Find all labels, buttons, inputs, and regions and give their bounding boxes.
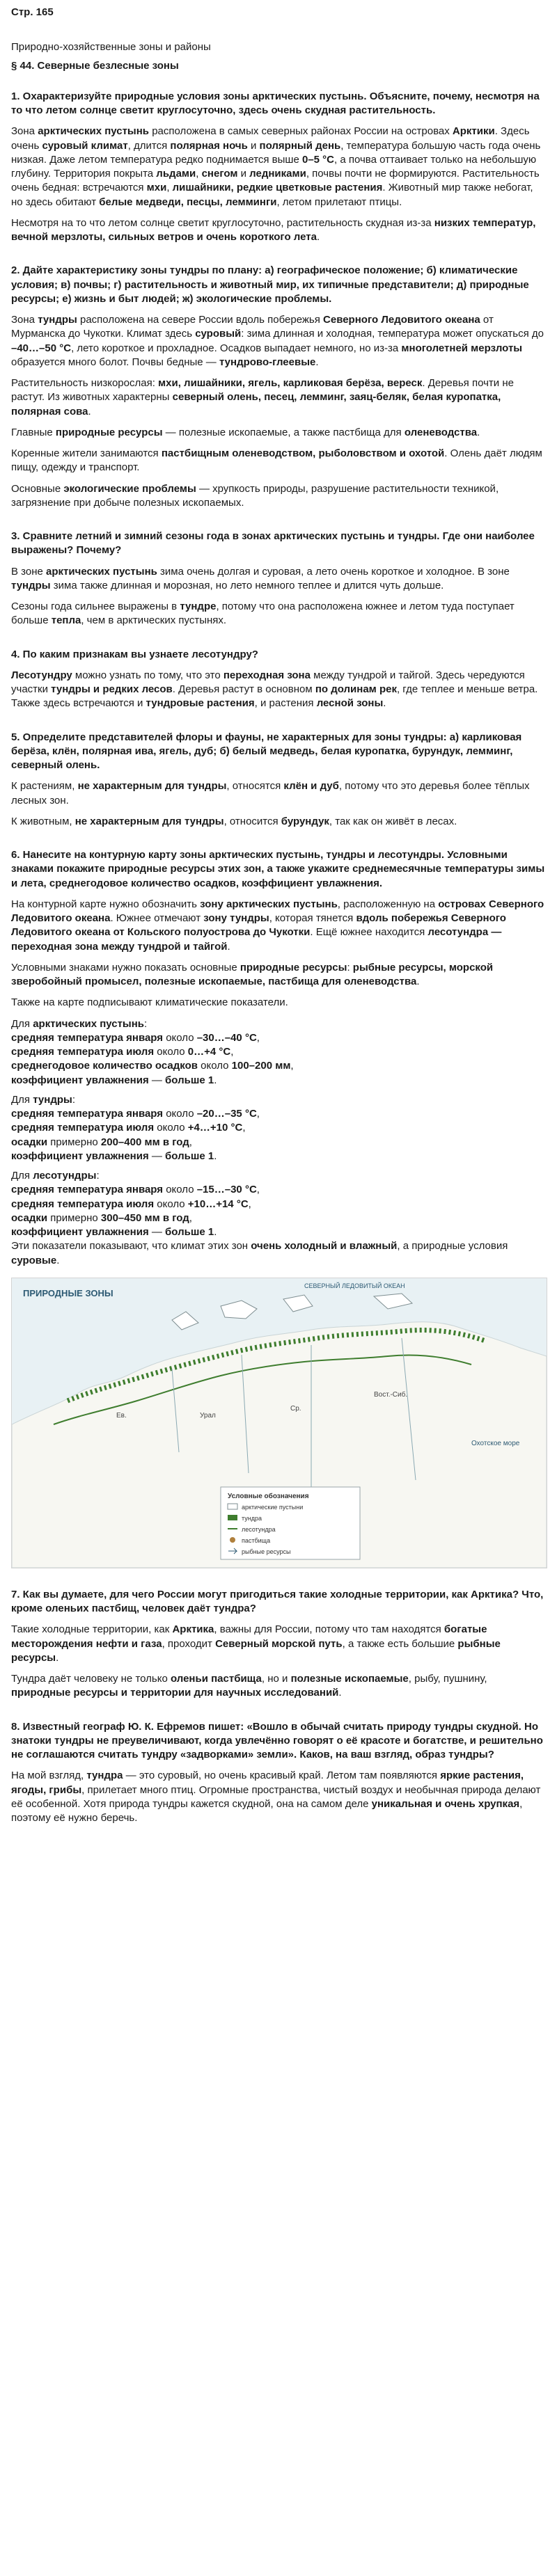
bold-fragment: среднегодовое количество осадков xyxy=(11,1060,198,1072)
text-fragment: 4. По каким признакам вы узнаете лесотундру? xyxy=(11,648,258,660)
text-fragment: 6. Нанесите на контурную карту зоны арктических пустынь, тундры и лесотундры. Условными знаками покажите природные ресурсы этих зон, а также укажите среднемесячные температуры зимы и лета, среднегодовое количество осадков, коэффициент увлажнения. xyxy=(11,849,545,889)
bold-fragment: полярный день xyxy=(259,139,341,152)
question-text xyxy=(11,1720,546,1763)
legend-swatch-pasture xyxy=(230,1537,235,1543)
bold-fragment: тундры xyxy=(38,314,77,326)
text-fragment: примерно xyxy=(47,1211,101,1224)
text-fragment: : зима длинная и холодная, температура может опускаться до xyxy=(241,328,544,340)
text-fragment: , температура большую часть года очень низкая. Даже летом температура редко поднимается выше xyxy=(11,139,541,166)
answer-paragraph xyxy=(11,1672,546,1701)
text-fragment: . Здесь очень xyxy=(11,125,530,152)
bold-fragment: тепла xyxy=(51,614,81,627)
text-fragment: 8. Известный географ Ю. К. Ефремов пишет: «Вошло в обычай считать природу тундры скудной. Но знатоки тундры не преувеличивают, когда увлечённо говорят о её красоте и богатстве, и решительно не соглашаются считать тундру «задворками» земли». Каков, на ваш взгляд, образ тундры? xyxy=(11,1720,543,1760)
text-fragment: 5. Определите представителей флоры и фауны, не характерных для зоны тундры: а) карликовая берёза, клён, полярная ива, ягель, дуб; б) белый медведь, белая куропатка, бурундук, лемминг, северный олень. xyxy=(11,731,522,771)
text-fragment: 3. Сравните летний и зимний сезоны года в зонах арктических пустынь и тундры. Где они наиболее выражены? Почему? xyxy=(11,530,535,557)
bold-fragment: +10…+14 °С xyxy=(187,1198,249,1210)
bold-fragment: суровые xyxy=(11,1254,57,1266)
text-fragment: : xyxy=(96,1170,100,1182)
answer-paragraph xyxy=(11,482,546,511)
bold-fragment: бурундук xyxy=(281,815,329,827)
data-line xyxy=(11,1031,546,1045)
text-fragment: . xyxy=(56,1651,59,1664)
question-text xyxy=(11,264,546,306)
answer-paragraph xyxy=(11,1769,546,1825)
text-fragment: примерно xyxy=(47,1136,101,1148)
text-fragment: , и растения xyxy=(254,697,317,710)
text-fragment: , расположенную на xyxy=(337,898,439,910)
text-fragment: зима очень долгая и суровая, а лето очень короткое и холодное. В зоне xyxy=(157,565,510,578)
text-fragment: : xyxy=(72,1093,75,1106)
answer-paragraph xyxy=(11,779,546,808)
bold-fragment: 0–5 °С xyxy=(301,153,335,166)
answer-paragraph xyxy=(11,669,546,711)
text-fragment: . xyxy=(214,1074,217,1086)
data-line xyxy=(11,1136,546,1150)
map-region-label-2: Ср. xyxy=(290,1404,301,1413)
data-line xyxy=(11,1045,546,1059)
bold-fragment: арктических пустынь xyxy=(33,1017,145,1030)
text-fragment: Зона xyxy=(11,314,38,326)
text-fragment: около xyxy=(163,1184,197,1196)
text-fragment: . xyxy=(338,1687,342,1699)
bold-fragment: тундре xyxy=(180,601,217,612)
bold-fragment: 200–400 мм в год xyxy=(100,1136,189,1148)
text-fragment: На контурной карте нужно обозначить xyxy=(11,898,201,910)
text-fragment: , где теплее и меньше ветра. Также здесь встречаются и xyxy=(11,683,538,710)
text-fragment: , летом прилетают птицы. xyxy=(276,196,402,208)
answer-paragraph xyxy=(11,125,546,209)
bold-fragment: полезные ископаемые xyxy=(290,1673,409,1685)
answer-paragraph xyxy=(11,815,546,829)
text-fragment: 7. Как вы думаете, для чего России могут пригодиться такие холодные территории, как Арктика? Что, кроме оленьих пастбищ, человек даёт тундра? xyxy=(11,1588,544,1614)
bold-fragment: зону арктических пустынь xyxy=(200,898,338,910)
text-fragment: . xyxy=(56,1254,60,1266)
bold-fragment: средняя температура июля xyxy=(11,1198,155,1210)
answer-paragraph xyxy=(11,600,546,628)
text-fragment: К растениям, xyxy=(11,780,78,793)
bold-fragment: лесной зоны xyxy=(316,697,384,710)
text-fragment: — это суровый, но очень красивый край. Летом там появляются xyxy=(123,1770,441,1782)
bold-fragment: –15…–30 °С xyxy=(196,1184,257,1196)
bold-fragment: –40…–50 °С xyxy=(11,342,72,354)
text-fragment: . xyxy=(214,1150,217,1162)
text-fragment: около xyxy=(163,1108,197,1120)
text-fragment: В зоне xyxy=(11,565,47,578)
answer-paragraph xyxy=(11,313,546,369)
bold-fragment: северный олень, песец, лемминг, заяц-беляк, белая куропатка, полярная сова xyxy=(11,391,501,418)
bold-fragment: больше 1 xyxy=(165,1226,214,1238)
bold-fragment: суровый xyxy=(195,328,242,340)
bold-fragment: тундры xyxy=(11,579,51,591)
text-fragment: , а природные условия xyxy=(397,1240,508,1253)
bold-fragment: коэффициент увлажнения xyxy=(11,1226,149,1238)
text-fragment: К животным, xyxy=(11,815,75,827)
bold-fragment: многолетней мерзлоты xyxy=(401,342,523,354)
text-fragment: можно узнать по тому, что это xyxy=(72,669,223,681)
data-line xyxy=(11,1198,546,1211)
bold-fragment: богатые месторождения нефти и газа xyxy=(11,1623,487,1650)
data-line xyxy=(11,1225,546,1239)
bold-fragment: тундры и редких лесов xyxy=(51,683,173,695)
map-legend-title: Условные обозначения xyxy=(228,1492,309,1500)
text-fragment: , которая тянется xyxy=(269,912,356,924)
question-text xyxy=(11,90,546,118)
paragraph-heading: § 44. Северные безлесные зоны xyxy=(11,59,179,72)
bold-fragment: Северного Ледовитого океана xyxy=(323,314,480,326)
bold-fragment: зону тундры xyxy=(203,912,269,924)
text-fragment: , поэтому её нужно беречь. xyxy=(11,1797,523,1824)
text-fragment: Растительность низкорослая: xyxy=(11,377,159,389)
text-fragment: , длится xyxy=(127,139,171,152)
text-fragment: . Южнее отмечают xyxy=(110,912,204,924)
text-fragment: около xyxy=(197,1060,232,1072)
map-svg xyxy=(12,1278,547,1568)
text-fragment: , xyxy=(189,1136,192,1148)
bold-fragment: природные ресурсы и территории для научных исследований xyxy=(11,1687,339,1699)
answer-paragraph xyxy=(11,216,546,245)
map-region-label-0: Ев. xyxy=(116,1411,127,1420)
bold-fragment: природные ресурсы xyxy=(55,426,163,438)
data-line xyxy=(11,1211,546,1225)
map-region-label-3: Вост.-Сиб. xyxy=(374,1390,408,1399)
text-fragment: , xyxy=(166,182,173,194)
spacer xyxy=(11,1088,546,1093)
bold-fragment: 300–450 мм в год xyxy=(100,1211,189,1224)
bold-fragment: не характерным для тундры xyxy=(77,780,227,793)
text-fragment: от Мурманска до Чукотки. Климат здесь xyxy=(11,314,494,340)
text-fragment: около xyxy=(154,1046,188,1058)
bold-fragment: коэффициент увлажнения xyxy=(11,1150,149,1162)
bold-fragment: очень холодный и влажный xyxy=(251,1240,398,1253)
text-fragment: между тундрой и тайгой. Здесь чередуются участки xyxy=(11,669,525,695)
text-fragment: Для xyxy=(11,1093,33,1106)
question-text xyxy=(11,1588,546,1616)
legend-item-4: рыбные ресурсы xyxy=(242,1548,291,1555)
bold-fragment: полярная ночь xyxy=(170,139,248,152)
text-fragment: Коренные жители занимаются xyxy=(11,447,162,459)
bold-fragment: средняя температура января xyxy=(11,1184,164,1196)
answer-paragraph xyxy=(11,1239,546,1268)
text-fragment: , важны для России, потому что там находятся xyxy=(214,1623,444,1636)
bold-fragment: природные ресурсы xyxy=(240,961,347,973)
data-line xyxy=(11,1059,546,1073)
legend-swatch-arctic xyxy=(228,1504,237,1509)
text-fragment: . xyxy=(416,976,420,987)
data-line xyxy=(11,1093,546,1107)
bold-fragment: больше 1 xyxy=(165,1074,214,1086)
text-fragment: Условными знаками нужно показать основные xyxy=(11,961,240,973)
text-fragment: Эти показатели показывают, что климат этих зон xyxy=(11,1240,251,1253)
bold-fragment: средняя температура июля xyxy=(11,1122,155,1134)
text-fragment: , xyxy=(248,1198,251,1210)
text-fragment: . xyxy=(214,1226,217,1238)
bold-fragment: мхи xyxy=(146,182,167,194)
bold-fragment: оленеводства xyxy=(404,426,478,438)
data-line xyxy=(11,1169,546,1183)
bold-fragment: тундра xyxy=(86,1770,123,1782)
text-fragment: Основные xyxy=(11,482,64,495)
bold-fragment: вдоль побережья Северного Ледовитого океана от Кольского полуострова до Чукотки xyxy=(11,912,506,939)
bold-fragment: белые медведи, песцы, лемминги xyxy=(99,196,277,208)
text-fragment: 1. Охарактеризуйте природные условия зоны арктических пустынь. Объясните, почему, несмотря на то что летом солнце светит круглосуточно, здесь очень скудная растительность. xyxy=(11,90,540,116)
bold-fragment: 100–200 мм xyxy=(231,1060,291,1072)
text-fragment: Для xyxy=(11,1170,33,1182)
bold-fragment: осадки xyxy=(11,1211,48,1224)
text-fragment: , xyxy=(189,1211,192,1224)
bold-fragment: островах Северного Ледовитого океана xyxy=(11,898,544,924)
question-text xyxy=(11,848,546,891)
text-fragment: , так как он живёт в лесах. xyxy=(329,815,457,827)
text-fragment: , лето короткое и прохладное. Осадков выпадает немного, но из-за xyxy=(71,342,402,354)
data-line xyxy=(11,1017,546,1031)
text-fragment: . xyxy=(477,426,480,438)
legend-swatch-tundra xyxy=(228,1515,237,1520)
text-fragment: около xyxy=(154,1198,188,1210)
data-line xyxy=(11,1183,546,1197)
text-fragment: , xyxy=(256,1108,260,1120)
text-fragment: , относятся xyxy=(226,780,284,793)
bold-fragment: средняя температура июля xyxy=(11,1046,155,1058)
text-fragment: , потому что это деревья более тёплых лесных зон. xyxy=(11,780,530,806)
text-fragment: , xyxy=(196,168,202,180)
text-fragment: Такие холодные территории, как xyxy=(11,1623,173,1636)
bold-fragment: экологические проблемы xyxy=(63,482,196,495)
text-fragment: 2. Дайте характеристику зоны тундры по плану: а) географическое положение; б) климатические условия; в) почвы; г) растительность и животный мир, их типичные представители; д) природные ресурсы; е) жизнь и быт людей; ж) экологические проблемы. xyxy=(11,264,529,305)
text-fragment: — xyxy=(148,1226,166,1238)
contour-map xyxy=(11,1278,547,1568)
text-fragment: , рыбу, пушнину, xyxy=(408,1673,487,1685)
text-fragment: , xyxy=(256,1184,260,1196)
text-fragment: — хрупкость природы, разрушение растительности техникой, загрязнение при добыче полезных ископаемых. xyxy=(11,482,499,509)
text-fragment: Главные xyxy=(11,426,56,438)
text-fragment: , xyxy=(242,1122,246,1134)
section-title: Природно-хозяйственные зоны и районы xyxy=(11,41,211,54)
text-fragment: Также на карте подписывают климатические показатели. xyxy=(11,996,288,1009)
legend-item-2: лесотундра xyxy=(242,1525,276,1533)
bold-fragment: лишайники, редкие цветковые растения xyxy=(172,182,383,194)
bold-fragment: клён и дуб xyxy=(283,780,339,793)
text-fragment: . xyxy=(316,231,320,243)
bold-fragment: переходная зона xyxy=(223,669,311,681)
map-region-label-4: Охотское море xyxy=(471,1439,520,1447)
text-fragment: , xyxy=(230,1046,234,1058)
text-fragment: , чем в арктических пустынях. xyxy=(81,614,227,627)
bold-fragment: коэффициент увлажнения xyxy=(11,1074,149,1086)
legend-item-3: пастбища xyxy=(242,1536,271,1544)
text-fragment: , xyxy=(290,1060,294,1072)
bold-fragment: –20…–35 °С xyxy=(196,1108,257,1120)
answer-paragraph xyxy=(11,426,546,440)
text-fragment: : xyxy=(144,1017,148,1030)
bold-fragment: по долинам рек xyxy=(315,683,397,695)
text-fragment: . Ещё южнее находится xyxy=(310,926,428,939)
bold-fragment: +4…+10 °С xyxy=(187,1122,243,1134)
bold-fragment: рыбные ресурсы xyxy=(11,1637,501,1664)
data-line xyxy=(11,1150,546,1163)
bold-fragment: яркие растения, ягоды, грибы xyxy=(11,1770,524,1796)
bold-fragment: арктических пустынь xyxy=(38,125,150,138)
text-fragment: . Деревья растут в основном xyxy=(172,683,315,695)
bold-fragment: Лесотундру xyxy=(11,669,72,681)
bold-fragment: арктических пустынь xyxy=(46,565,157,578)
page-number: Стр. 165 xyxy=(11,6,54,18)
data-line xyxy=(11,1107,546,1121)
map-title: ПРИРОДНЫЕ ЗОНЫ xyxy=(23,1287,113,1298)
text-fragment: около xyxy=(154,1122,188,1134)
data-line xyxy=(11,1121,546,1135)
text-fragment: . xyxy=(88,405,91,418)
text-fragment: , xyxy=(256,1031,260,1044)
data-line xyxy=(11,1074,546,1088)
text-fragment: . xyxy=(315,356,319,368)
text-fragment: , но и xyxy=(261,1673,291,1685)
text-fragment: : xyxy=(347,961,353,973)
spacer xyxy=(11,1163,546,1169)
answer-paragraph xyxy=(11,376,546,419)
text-fragment: и xyxy=(247,139,260,152)
answer-paragraph xyxy=(11,1623,546,1665)
map-ocean-label: СЕВЕРНЫЙ ЛЕДОВИТЫЙ ОКЕАН xyxy=(304,1282,405,1289)
text-fragment: — xyxy=(148,1150,166,1162)
bold-fragment: суровый климат xyxy=(42,139,128,152)
bold-fragment: оленьи пастбища xyxy=(170,1673,262,1685)
text-fragment: , относится xyxy=(223,815,281,827)
text-fragment: и xyxy=(237,168,250,180)
bold-fragment: пастбищным оленеводством, рыболовством и охотой xyxy=(161,447,445,459)
bold-fragment: больше 1 xyxy=(165,1150,214,1162)
text-fragment: Тундра даёт человеку не только xyxy=(11,1673,171,1685)
text-fragment: На мой взгляд, xyxy=(11,1770,87,1782)
text-fragment: , а почва оттаивает только на небольшую глубину. Территория покрыта xyxy=(11,153,537,180)
question-text xyxy=(11,530,546,558)
bold-fragment: тундровые растения xyxy=(146,697,255,710)
map-region-label-1: Урал xyxy=(200,1411,216,1420)
text-fragment: . xyxy=(227,940,230,953)
answer-paragraph xyxy=(11,898,546,954)
bold-fragment: низких температур, вечной мерзлоты, сильных ветров и очень короткого лета xyxy=(11,216,536,243)
bold-fragment: средняя температура января xyxy=(11,1031,164,1044)
question-text xyxy=(11,648,546,662)
answer-paragraph xyxy=(11,961,546,989)
bold-fragment: снегом xyxy=(201,168,238,180)
text-fragment: Зона xyxy=(11,125,38,138)
text-fragment: , проходит xyxy=(162,1637,216,1650)
bold-fragment: Арктики xyxy=(452,125,495,138)
text-fragment: Для xyxy=(11,1017,33,1030)
bold-fragment: 0…+4 °С xyxy=(187,1046,231,1058)
bold-fragment: уникальная и очень хрупкая xyxy=(371,1797,520,1810)
text-fragment: Сезоны года сильнее выражены в xyxy=(11,601,180,612)
legend-item-1: тундра xyxy=(242,1514,262,1522)
text-fragment: образуется много болот. Почвы бедные — xyxy=(11,356,219,368)
bold-fragment: тундры xyxy=(33,1093,72,1106)
bold-fragment: средняя температура января xyxy=(11,1108,164,1120)
bold-fragment: не характерным для тундры xyxy=(74,815,224,827)
text-fragment: — полезные ископаемые, а также пастбища для xyxy=(162,426,405,438)
bold-fragment: льдами xyxy=(156,168,196,180)
answer-paragraph xyxy=(11,996,546,1010)
bold-fragment: Арктика xyxy=(172,1623,214,1636)
text-fragment: зима также длинная и морозная, но лето немного теплее и длится чуть дольше. xyxy=(50,579,444,591)
text-fragment: . Животный мир также небогат, но здесь обитают xyxy=(11,182,533,208)
bold-fragment: лесотундра — переходная зона между тундрой и тайгой xyxy=(11,926,502,953)
bold-fragment: рыбные ресурсы, морской зверобойный промысел, полезные ископаемые, пастбища для оленеводства xyxy=(11,961,494,987)
bold-fragment: лесотундры xyxy=(33,1170,97,1182)
answer-paragraph xyxy=(11,447,546,475)
text-fragment: , прилетает много птиц. Огромные пространства, чистый воздух и необычная природа делают её особенной. Хотя природа тундры кажется скудной, она на самом деле xyxy=(11,1783,541,1810)
answer-paragraph xyxy=(11,565,546,594)
text-fragment: — xyxy=(148,1074,166,1086)
text-fragment: около xyxy=(163,1031,197,1044)
text-fragment: Несмотря на то что летом солнце светит круглосуточно, растительность скудная из-за xyxy=(11,216,434,229)
bold-fragment: ледниками xyxy=(249,168,306,180)
legend-item-0: арктические пустыни xyxy=(242,1503,304,1511)
content-body xyxy=(11,90,546,1826)
text-fragment: . Деревья почти не растут. Из животных характерны xyxy=(11,377,514,404)
text-fragment: . xyxy=(383,697,386,710)
bold-fragment: –30…–40 °С xyxy=(196,1031,257,1044)
text-fragment: , потому что она расположена южнее и летом туда поступает больше xyxy=(11,601,515,627)
question-text xyxy=(11,731,546,773)
bold-fragment: тундрово-глеевые xyxy=(219,356,316,368)
bold-fragment: мхи, лишайники, ягель, карликовая берёза, вереск xyxy=(158,377,423,389)
bold-fragment: осадки xyxy=(11,1136,48,1148)
text-fragment: , а также есть большие xyxy=(342,1637,458,1650)
text-fragment: . Олень даёт людям пищу, одежду и транспорт. xyxy=(11,447,542,474)
text-fragment: , почвы почти не формируются. Растительность очень бедная: встречаются xyxy=(11,168,540,194)
text-fragment: расположена на севере России вдоль побережья xyxy=(77,314,324,326)
bold-fragment: Северный морской путь xyxy=(215,1637,343,1650)
text-fragment: расположена в самых северных районах России на островах xyxy=(149,125,453,138)
